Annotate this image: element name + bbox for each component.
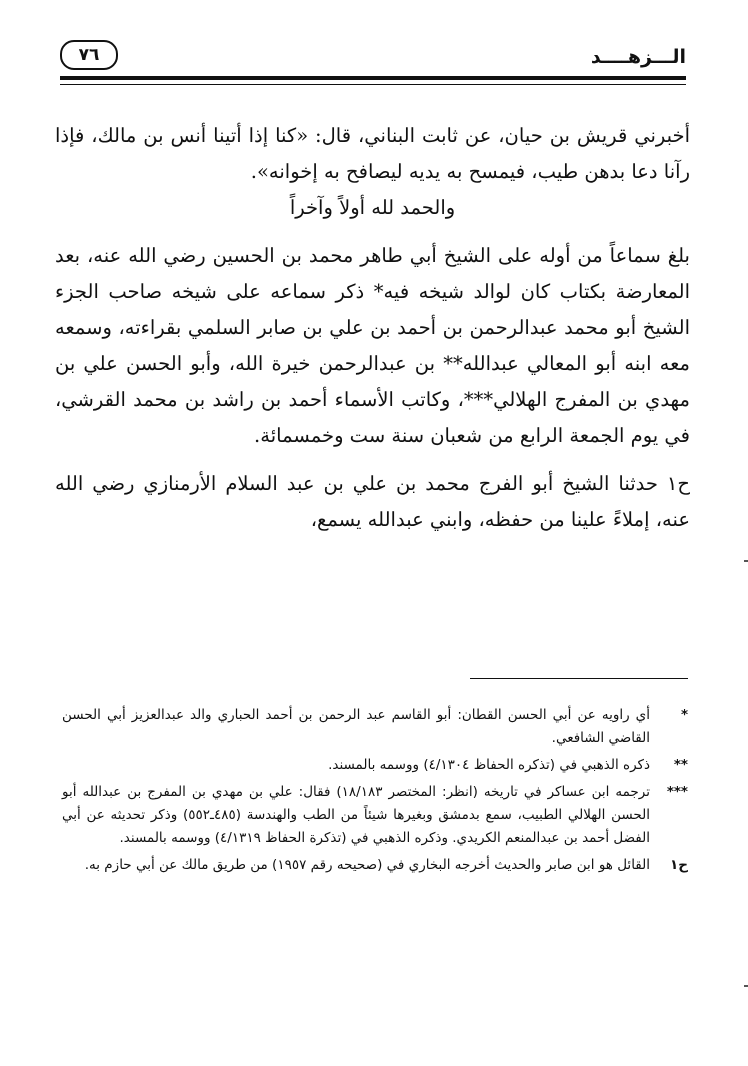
footnote-mark: ** [673, 757, 688, 773]
footnote-text: أي راويه عن أبي الحسن القطان: أبو القاسم عبد الرحمن بن أحمد الحباري والد عبدالعزيز أبي الحسن القاضي الشافعي. [62, 707, 650, 746]
footnote [62, 781, 688, 850]
header-rule-thin [60, 84, 686, 85]
main-text [55, 118, 690, 538]
footnote-mark: ح١ [670, 857, 688, 873]
footnote-text: القائل هو ابن صابر والحديث أخرجه البخاري في (صحيحه رقم ١٩٥٧) من طريق مالك عن أبي حازم به. [84, 857, 650, 873]
closing-praise: والحمد لله أولاً وآخراً [289, 196, 456, 219]
scan-edge-mark [744, 985, 748, 987]
footnote [62, 854, 688, 877]
footnotes [62, 704, 688, 881]
footnote-separator [470, 678, 688, 679]
running-title: الـــزهــــد [590, 46, 686, 68]
paragraph-sama: بلغ سماعاً من أوله على الشيخ أبي طاهر محمد بن الحسين رضي الله عنه، بعد المعارضة بكتاب كان لوالد شيخه فيه* ذكر سماعه على شيخه صاحب الجزء الشيخ أبو محمد عبدالرحمن بن أحمد بن علي بن صابر السلمي بقراءته، وسمعه معه ابنه أبو المعالي عبدالله** بن عبدالرحمن خيرة الله، وأبو الحسن علي بن مهدي بن المفرج الهلالي***، وكاتب الأسماء أحمد بن راشد بن محمد القرشي، في يوم الجمعة الرابع من شعبان سنة ست وخمسمائة. [55, 244, 690, 447]
header-rule-thick [60, 76, 686, 80]
page-header [60, 36, 686, 92]
footnote [62, 754, 688, 777]
footnote-text: ذكره الذهبي في (تذكره الحفاظ ٤/١٣٠٤) ووسمه بالمسند. [328, 757, 650, 773]
footnote-text: ترجمه ابن عساكر في تاريخه (انظر: المختصر ١٨/١٨٣) فقال: علي بن مهدي بن المفرج بن عبدالله أبو الحسن الهلالي الطبيب، سمع بدمشق وبغيرها شيئاً من الطب والهندسة (٤٨٥ـ٥٥٢) وذكر تحديثه عن أبي الفضل أحمد بن عبدالمنعم الكريدي. وذكره الذهبي في (تذكرة الحفاظ ٤/١٣١٩) ووسمه بالمسند. [62, 784, 650, 846]
paragraph-hadith: أخبرني قريش بن حيان، عن ثابت البناني، قال: «كنا إذا أتينا أنس بن مالك، فإذا رآنا دعا بدهن طيب، فيمسح به يديه ليصافح به إخوانه». [55, 124, 690, 183]
page-number: ٧٦ [60, 40, 118, 70]
scan-edge-mark [744, 560, 748, 562]
footnote-mark: *** [666, 784, 688, 800]
footnote-mark: * [680, 707, 688, 723]
paragraph-hadith-2: ح١ حدثنا الشيخ أبو الفرج محمد بن علي بن عبد السلام الأرمنازي رضي الله عنه، إملاءً علينا من حفظه، وابني عبدالله يسمع، [55, 472, 690, 531]
footnote [62, 704, 688, 750]
